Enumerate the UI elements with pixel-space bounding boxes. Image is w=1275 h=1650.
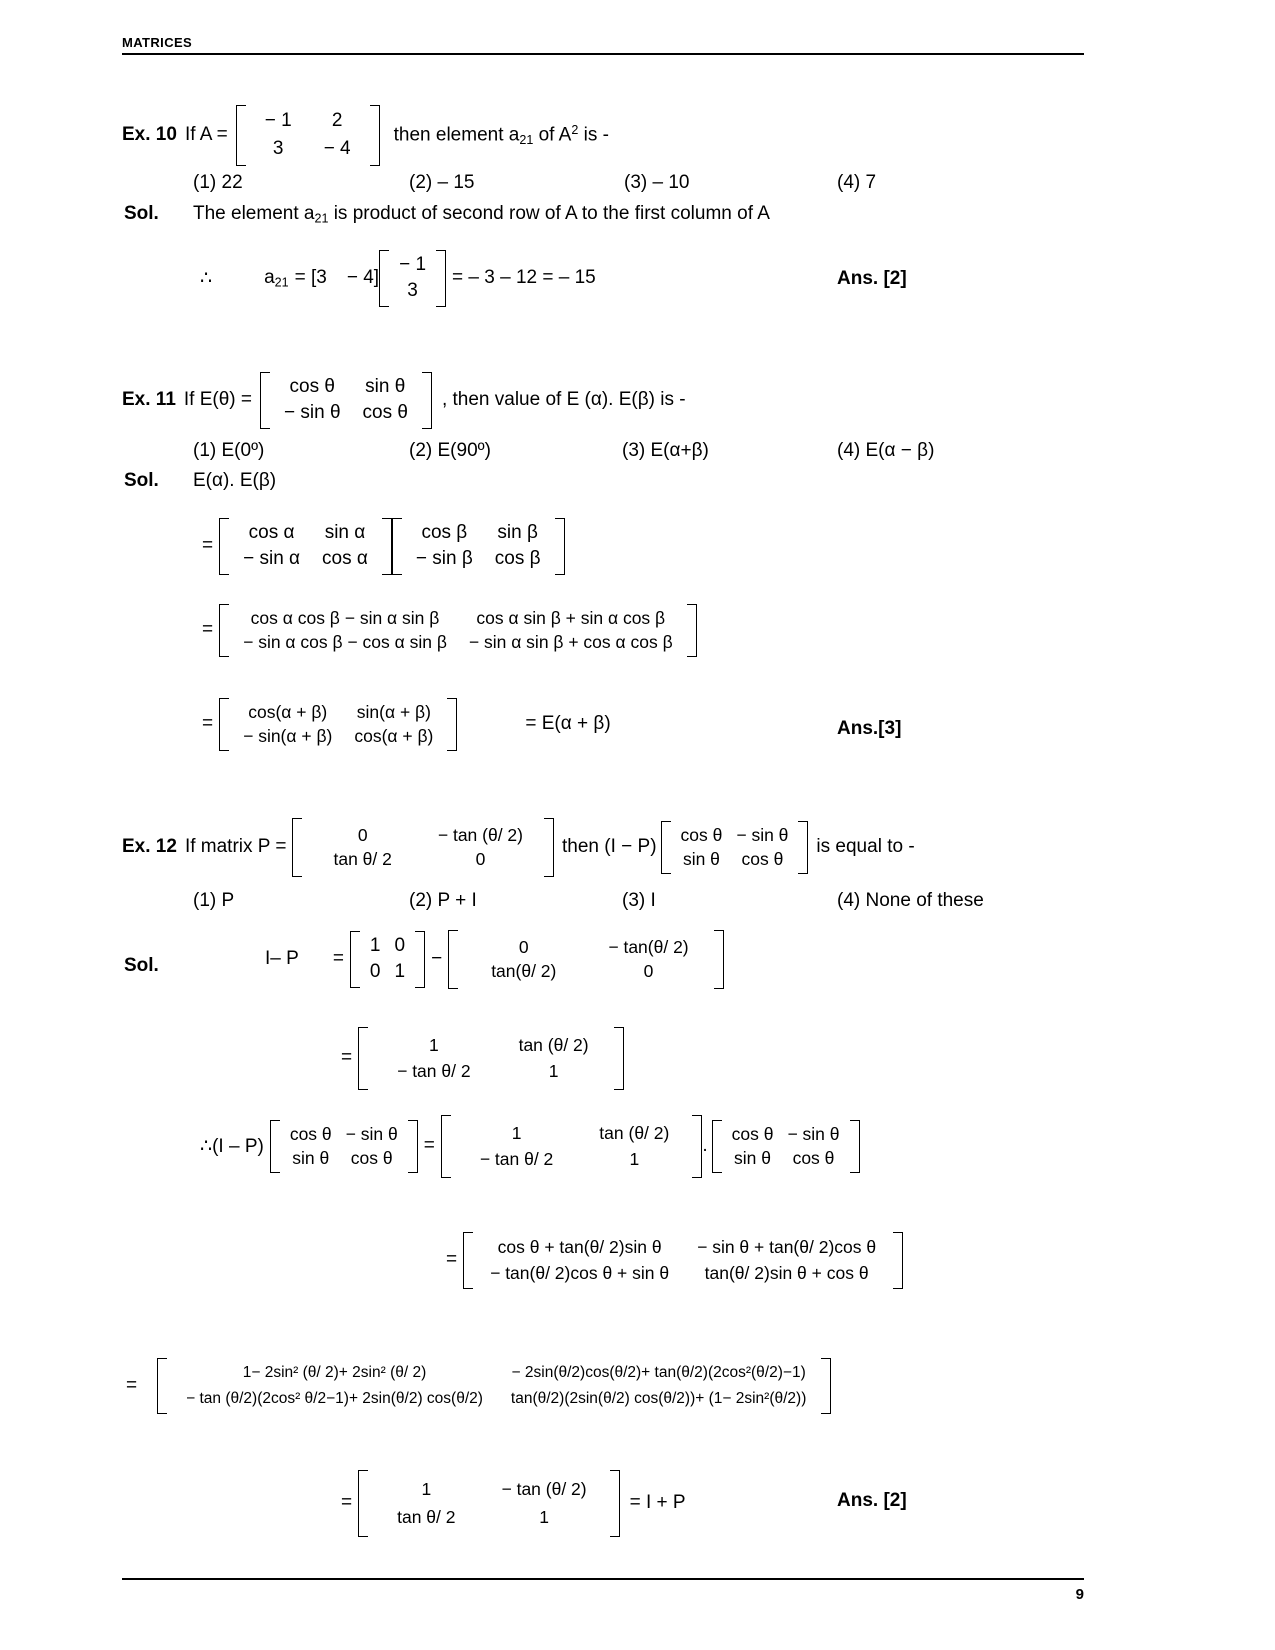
matrix-cell: 3 [272,138,284,160]
matrix-cell: cos θ [792,1148,835,1169]
ex11-question-row [122,372,686,429]
matrix-cell: sin(α + β) [356,702,431,722]
ex11-step1-row [196,518,565,575]
ex10-step-eq: = [3 [294,267,327,289]
ex12-step3-prefix: ∴(I – P) [200,1135,264,1157]
ex12-step5-row [120,1358,831,1414]
equals-sign: = [332,948,344,970]
matrix-cell: 1 [548,1061,559,1082]
matrix-cell: tan(θ/ 2) [491,961,557,982]
ex12-question-suffix: is equal to - [816,836,915,858]
matrix-cell: 0 [394,935,406,957]
matrix-cell: tan(θ/ 2)sin θ + cos θ [704,1263,869,1284]
ex12-step6-row [335,1470,686,1537]
matrix-cell: 1 [511,1123,522,1143]
matrix-cell: 1 [539,1507,549,1528]
matrix-cell: − tan θ/ 2 [479,1149,554,1170]
matrix-cell: − tan θ/ 2 [397,1061,471,1082]
matrix-cell: − sin θ [284,402,341,424]
matrix-cell: cos θ [289,1124,332,1144]
ex12-option-3[interactable]: (3) I [622,890,656,911]
ex12-option-2[interactable]: (2) P + I [409,890,477,911]
ex11-matrix-E [260,372,432,429]
ex12-question-row [122,818,915,877]
matrix-cell: cos θ [680,825,723,845]
matrix-cell: − sin(α + β) [243,726,333,747]
matrix-cell: sin θ [682,849,720,870]
matrix-cell: 3 [407,280,418,302]
ex11-label: Ex. 11 [122,389,176,411]
matrix-cell: tan(θ/2)(2sin(θ/2) cos(θ/2))+ (1− 2sin²(θ/2)) [510,1389,807,1407]
ex12-step3-matrix-R [270,1120,418,1173]
matrix-cell: 0 [369,961,381,983]
ex11-step1-matrix-b [392,518,565,575]
matrix-cell: − tan (θ/ 2) [437,825,523,845]
matrix-cell: cos θ [289,376,335,397]
matrix-cell: cos α cos β − sin α sin β [250,608,440,628]
matrix-cell: 1 [369,935,381,957]
matrix-cell: sin θ [734,1148,772,1169]
matrix-cell: − sin θ + tan(θ/ 2)cos θ [697,1237,877,1257]
ex12-question-prefix: If matrix P = [184,836,287,858]
matrix-cell: cos α sin β + sin α cos β [476,608,666,628]
ex12-answer: Ans. [2] [837,1490,907,1511]
matrix-cell: − sin θ [736,825,789,845]
ex10-sol-label: Sol. [124,203,159,224]
ex11-step3-matrix [219,698,457,751]
ex11-sol-label: Sol. [124,470,159,491]
matrix-cell: cos β [494,548,541,570]
matrix-cell: cos θ [350,1148,393,1169]
matrix-cell: − tan(θ/ 2) [608,937,689,957]
equals-sign: = [202,535,214,557]
ex11-option-3[interactable]: (3) E(α+β) [622,440,709,461]
equals-sign: = [126,1374,138,1396]
ex10-option-3[interactable]: (3) – 10 [624,172,690,193]
matrix-cell: cos(α + β) [354,726,434,747]
matrix-cell: cos(α + β) [248,702,328,722]
ex11-sol-text: E(α). E(β) [193,470,277,491]
ex12-option-1[interactable]: (1) P [193,890,235,911]
matrix-cell: cos θ [362,402,408,424]
matrix-cell: − sin α cos β − cos α sin β [243,632,447,653]
matrix-cell: 1− 2sin² (θ/ 2)+ 2sin² (θ/ 2) [242,1364,427,1381]
header-divider [122,53,1084,55]
equals-sign: = [341,1047,353,1069]
matrix-cell: 1 [629,1149,640,1170]
ex12-step4-row [440,1232,903,1289]
ex12-step3-matrix-M [441,1115,703,1178]
matrix-cell: − sin α [243,548,301,570]
ex12-step1-lhs: I– P [265,948,299,970]
page-number: 9 [1075,1586,1084,1603]
ex11-step1-matrix-a [219,518,392,575]
ex10-question-row [122,105,609,166]
ex11-question-suffix: , then value of E (α). E(β) is - [441,389,686,411]
matrix-cell: − tan(θ/ 2)cos θ + sin θ [490,1263,670,1284]
matrix-cell: cos θ + tan(θ/ 2)sin θ [497,1237,662,1257]
ex12-step2-row [335,1027,624,1090]
ex10-step-row2: − 4] [346,267,380,289]
therefore-symbol: ∴ [200,267,213,289]
ex10-step-lhs: $a_{21}$ [264,267,289,290]
ex12-step3-row [200,1115,860,1178]
ex10-question-suffix: then element $a_{21}$ of $A^2$ is - [393,123,609,148]
ex11-step3-row [196,698,611,751]
ex11-option-1[interactable]: (1) E(0º) [193,440,265,461]
ex12-step1-row [265,930,724,989]
matrix-cell: 2 [331,110,343,131]
ex11-question-prefix: If E(θ) = [183,389,252,411]
ex12-step4-matrix [463,1232,903,1289]
header-title: MATRICES [122,35,193,50]
ex11-answer: Ans.[3] [837,718,902,739]
ex12-step2-matrix [358,1027,624,1090]
matrix-cell: − sin θ [345,1124,398,1144]
equals-sign: = [341,1492,353,1514]
matrix-cell: cos α [322,548,368,570]
matrix-cell: 0 [643,961,654,982]
ex10-sol-text: The element $a_{21}$ is product of second row of A to the first column of A [193,203,770,226]
matrix-cell: 0 [475,849,486,870]
matrix-cell: 1 [428,1035,439,1055]
ex10-step-row [200,250,596,307]
matrix-cell: tan θ/ 2 [333,849,392,870]
ex12-matrix-R [661,821,809,874]
ex10-superscript: 2 [571,123,579,138]
ex10-col-vector [379,250,446,307]
equals-sign: = [202,619,214,641]
ex11-step2-matrix [219,604,697,657]
matrix-cell: − 4 [323,138,351,160]
ex12-step3-matrix-R2 [712,1120,860,1173]
page-header [122,36,1084,55]
ex12-step6-matrix [358,1470,620,1537]
ex12-sol-label: Sol. [124,955,159,976]
matrix-cell: 0 [518,937,529,957]
matrix-cell: − 2sin(θ/2)cos(θ/2)+ tan(θ/2)(2cos²(θ/2)−1) [511,1364,806,1381]
ex10-option-1[interactable]: (1) 22 [193,172,243,193]
matrix-cell: tan (θ/ 2) [518,1035,589,1055]
ex12-label: Ex. 12 [122,836,177,858]
matrix-cell: cos α [248,522,295,543]
ex12-matrix-I [350,931,425,988]
matrix-cell: − 1 [399,254,427,275]
footer-divider [122,1578,1084,1580]
matrix-cell: cos β [421,522,468,543]
matrix-cell: − sin β [415,548,473,570]
equals-sign: = [202,713,214,735]
ex12-step1-matrix-P [448,930,723,989]
matrix-cell: 1 [421,1479,432,1499]
matrix-cell: cos θ [731,1124,774,1144]
ex10-subscript: 21 [519,133,534,148]
matrix-cell: cos θ [741,849,784,870]
ex10-label: Ex. 10 [122,124,177,146]
matrix-cell: sin β [497,522,538,543]
ex12-question-mid: then (I − P) [562,836,657,858]
matrix-cell: sin α [324,522,366,543]
ex10-answer: Ans. [2] [837,268,907,289]
ex10-option-2[interactable]: (2) – 15 [409,172,475,193]
ex10-sol-subscript: 21 [314,211,329,226]
matrix-cell: 1 [394,961,406,983]
matrix-cell: sin θ [292,1148,330,1169]
equals-sign: = [446,1249,458,1271]
ex11-option-2[interactable]: (2) E(90º) [409,440,491,461]
matrix-cell: tan (θ/ 2) [599,1123,670,1143]
ex11-step2-row [196,604,697,657]
ex12-step3-dot: . [702,1135,708,1157]
equals-sign: = [423,1135,435,1157]
ex11-option-4[interactable]: (4) E(α − β) [837,440,935,461]
matrix-cell: − sin α sin β + cos α cos β [468,632,673,653]
matrix-cell: − sin θ [787,1124,840,1144]
ex10-question-prefix: If A = [184,124,228,146]
matrix-cell: tan θ/ 2 [397,1507,456,1528]
ex10-option-4[interactable]: (4) 7 [837,172,877,193]
ex12-step5-matrix [157,1358,831,1414]
matrix-cell: − tan (θ/2)(2cos² θ/2−1)+ 2sin(θ/2) cos(θ/2) [186,1389,483,1407]
matrix-cell: 0 [357,825,368,845]
ex10-matrix-A [236,105,380,166]
matrix-cell: − 1 [264,110,292,131]
ex10-step-result: = – 3 – 12 = – 15 [452,267,596,289]
matrix-cell: sin θ [365,376,406,397]
ex12-option-4[interactable]: (4) None of these [837,890,984,911]
matrix-cell: − tan (θ/ 2) [501,1479,587,1499]
ex11-step3-result: = E(α + β) [525,713,611,735]
ex12-matrix-P [292,818,554,877]
minus-sign: − [431,948,443,970]
ex12-step6-result: = I + P [629,1492,686,1514]
